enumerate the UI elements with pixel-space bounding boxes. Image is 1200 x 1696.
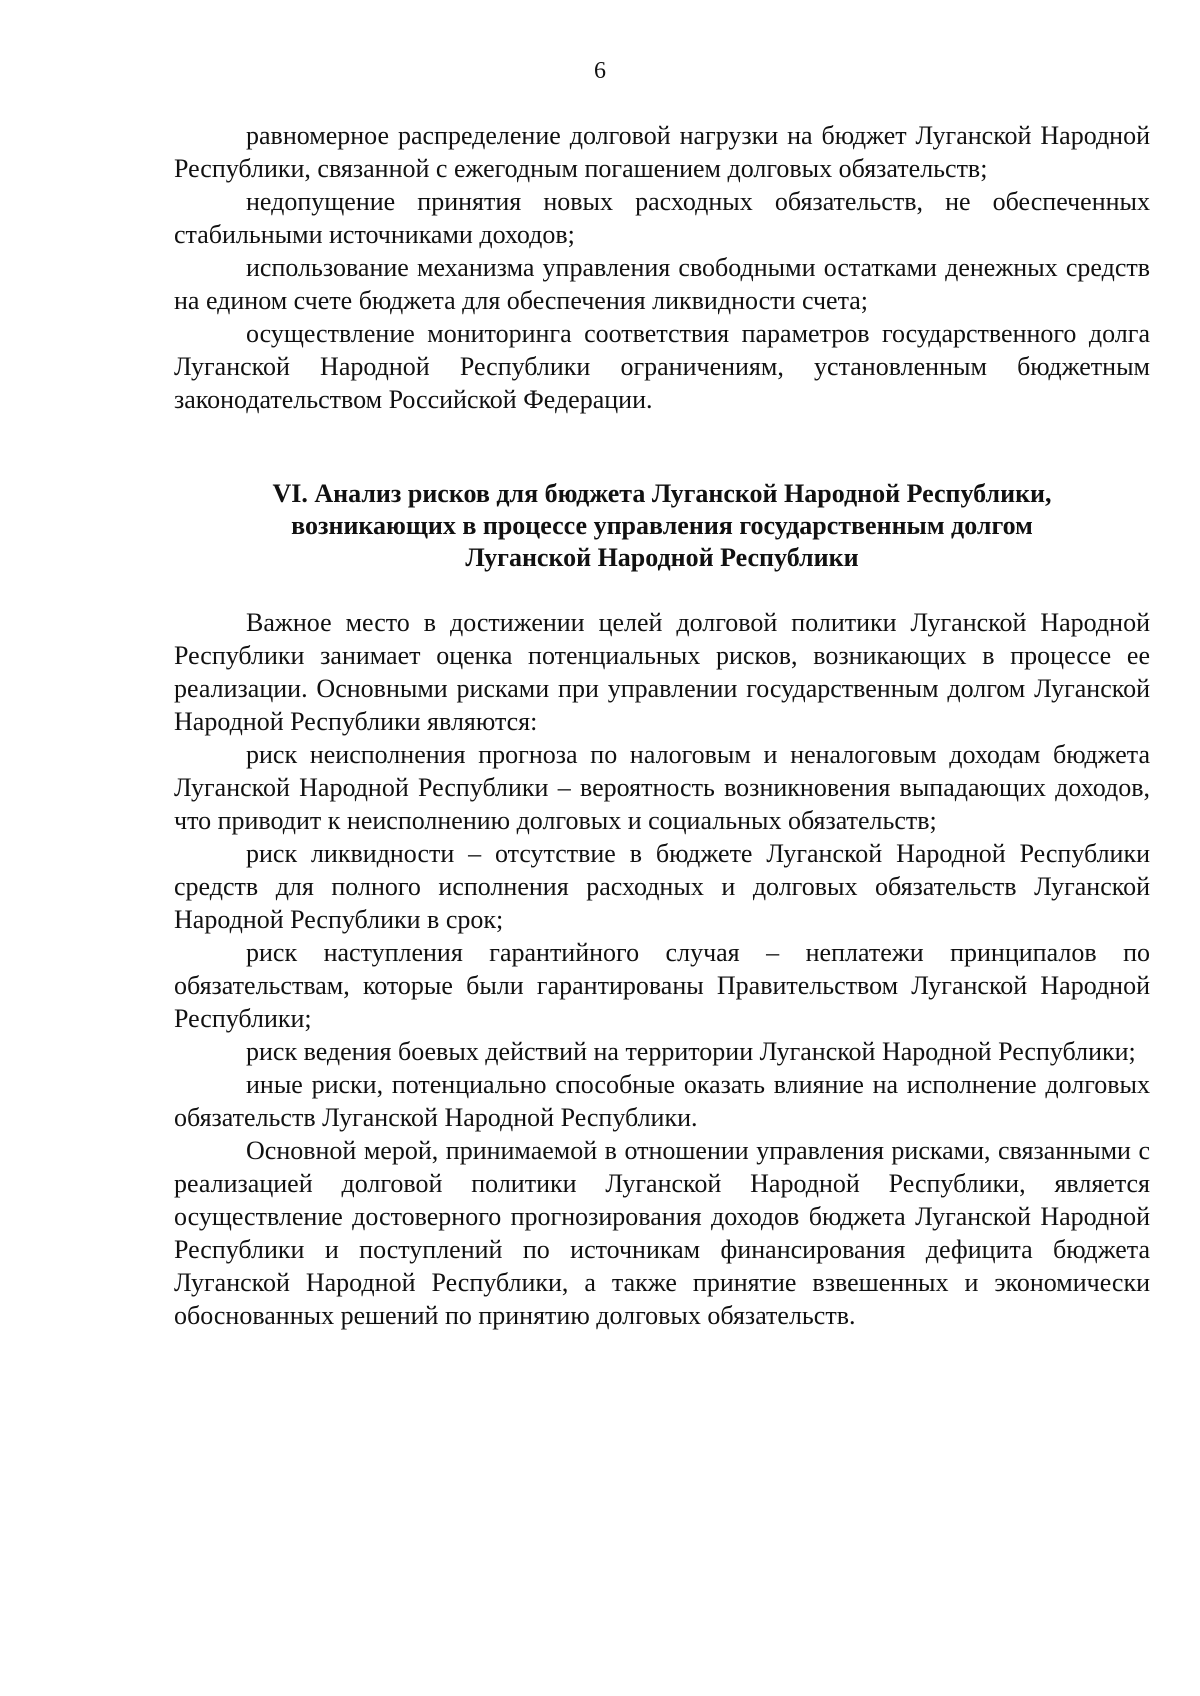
section-paragraphs	[174, 606, 1150, 1332]
section-heading-line: VI. Анализ рисков для бюджета Луганской Народной Республики,	[272, 479, 1052, 508]
paragraph: недопущение принятия новых расходных обязательств, не обеспеченных стабильными источниками доходов;	[174, 187, 1150, 249]
paragraph: равномерное распределение долговой нагрузки на бюджет Луганской Народной Республики, связанной с ежегодным погашением долговых обязательств;	[174, 121, 1150, 183]
paragraph: риск ликвидности – отсутствие в бюджете Луганской Народной Республики средств для полного исполнения расходных и долговых обязательств Луганской Народной Республики в срок;	[174, 839, 1150, 934]
section-heading-line: возникающих в процессе управления государственным долгом	[291, 511, 1033, 540]
page-number: 6	[594, 58, 606, 84]
paragraph: иные риски, потенциально способные оказать влияние на исполнение долговых обязательств Луганской Народной Республики.	[174, 1070, 1150, 1132]
paragraph: риск ведения боевых действий на территории Луганской Народной Республики;	[246, 1037, 1136, 1066]
paragraph: риск неисполнения прогноза по налоговым и неналоговым доходам бюджета Луганской Народной Республики – вероятность возникновения выпадающих доходов, что приводит к неисполнению долговых и социальных обязательств;	[174, 740, 1150, 835]
paragraph: риск наступления гарантийного случая – неплатежи принципалов по обязательствам, которые были гарантированы Правительством Луганской Народной Республики;	[174, 938, 1150, 1033]
section-heading	[174, 478, 1150, 574]
paragraph: Важное место в достижении целей долговой политики Луганской Народной Республики занимает оценка потенциальных рисков, возникающих в процессе ее реализации. Основными рисками при управлении государственным долгом Луганской Народной Республики являются:	[174, 608, 1150, 736]
paragraph: использование механизма управления свободными остатками денежных средств на едином счете бюджета для обеспечения ликвидности счета;	[174, 253, 1150, 315]
paragraph: Основной мерой, принимаемой в отношении управления рисками, связанными с реализацией долговой политики Луганской Народной Республики, является осуществление достоверного прогнозирования доходов бюджета Луганской Народной Республики и поступлений по источникам финансирования дефицита бюджета Луганской Народной Республики, а также принятие взвешенных и экономически обоснованных решений по принятию долговых обязательств.	[174, 1136, 1150, 1330]
top-paragraphs	[174, 119, 1150, 416]
section-heading-line: Луганской Народной Республики	[465, 543, 859, 572]
paragraph: осуществление мониторинга соответствия параметров государственного долга Луганской Народной Республики ограничениям, установленным бюджетным законодательством Российской Федерации.	[174, 319, 1150, 414]
